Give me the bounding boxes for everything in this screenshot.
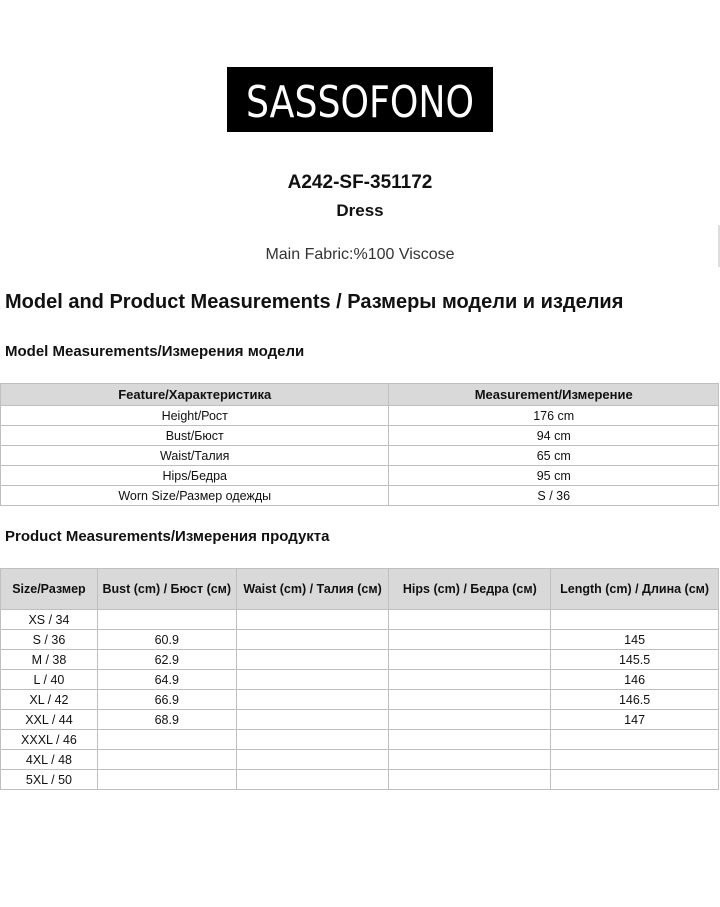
table-cell: 176 cm — [389, 406, 719, 426]
section-title: Model and Product Measurements / Размеры модели и изделия — [5, 291, 624, 313]
table-header-row — [1, 569, 719, 610]
table-cell — [236, 650, 389, 670]
table-cell: Height/Рост — [1, 406, 389, 426]
table-row — [1, 486, 719, 506]
table-cell: 64.9 — [97, 670, 236, 690]
table-cell: S / 36 — [389, 486, 719, 506]
table-cell: 60.9 — [97, 630, 236, 650]
table-cell: 146.5 — [551, 690, 719, 710]
brand-logo-wordmark — [235, 71, 485, 129]
fabric-info: Main Fabric:%100 Viscose — [265, 246, 455, 263]
table-cell: XL / 42 — [1, 690, 98, 710]
table-cell: 147 — [551, 710, 719, 730]
column-header: Size/Размер — [1, 569, 98, 610]
table-cell: Hips/Бедра — [1, 466, 389, 486]
column-header: Length (cm) / Длина (см) — [551, 569, 719, 610]
table-cell — [236, 610, 389, 630]
table-cell: M / 38 — [1, 650, 98, 670]
table-cell — [236, 670, 389, 690]
table-row — [1, 630, 719, 650]
column-header: Bust (cm) / Бюст (см) — [97, 569, 236, 610]
table-cell: XS / 34 — [1, 610, 98, 630]
table-cell: 145.5 — [551, 650, 719, 670]
table-row — [1, 406, 719, 426]
table-cell — [389, 670, 551, 690]
column-header: Hips (cm) / Бедра (см) — [389, 569, 551, 610]
table-row — [1, 650, 719, 670]
table-cell: 95 cm — [389, 466, 719, 486]
table-row — [1, 610, 719, 630]
product-code: A242-SF-351172 — [287, 172, 433, 193]
table-cell — [97, 610, 236, 630]
table-cell: 62.9 — [97, 650, 236, 670]
table-cell — [236, 710, 389, 730]
table-cell — [389, 750, 551, 770]
table-cell — [389, 730, 551, 750]
table-row — [1, 670, 719, 690]
table-cell — [389, 690, 551, 710]
table-cell: 146 — [551, 670, 719, 690]
table-row — [1, 770, 719, 790]
table-cell: 65 cm — [389, 446, 719, 466]
table-cell: Bust/Бюст — [1, 426, 389, 446]
table-cell: 5XL / 50 — [1, 770, 98, 790]
table-cell — [389, 710, 551, 730]
table-cell — [551, 750, 719, 770]
table-cell — [389, 630, 551, 650]
table-cell: 94 cm — [389, 426, 719, 446]
column-header: Waist (cm) / Талия (см) — [236, 569, 389, 610]
table-cell — [389, 650, 551, 670]
table-cell — [389, 770, 551, 790]
svg-text:SASSOFONO: SASSOFONO — [246, 76, 474, 128]
table-cell: 68.9 — [97, 710, 236, 730]
table-cell — [97, 730, 236, 750]
table-cell — [97, 750, 236, 770]
table-row — [1, 426, 719, 446]
model-measurements-table — [0, 383, 719, 506]
product-type: Dress — [336, 201, 384, 220]
column-header: Measurement/Измерение — [389, 384, 719, 406]
table-cell: Waist/Талия — [1, 446, 389, 466]
table-cell: 145 — [551, 630, 719, 650]
table-row — [1, 466, 719, 486]
table-cell — [236, 690, 389, 710]
table-cell — [551, 770, 719, 790]
model-measurements-title: Model Measurements/Измерения модели — [5, 343, 305, 360]
table-cell: Worn Size/Размер одежды — [1, 486, 389, 506]
table-header-row — [1, 384, 719, 406]
product-measurements-table — [0, 568, 719, 790]
brand-logo — [227, 67, 493, 132]
table-row — [1, 446, 719, 466]
table-cell: 4XL / 48 — [1, 750, 98, 770]
table-cell — [236, 630, 389, 650]
table-row — [1, 710, 719, 730]
table-cell: 66.9 — [97, 690, 236, 710]
table-cell: S / 36 — [1, 630, 98, 650]
table-row — [1, 690, 719, 710]
table-row — [1, 750, 719, 770]
table-cell — [236, 770, 389, 790]
table-cell — [389, 610, 551, 630]
table-cell — [97, 770, 236, 790]
table-cell — [236, 730, 389, 750]
product-measurements-title: Product Measurements/Измерения продукта — [5, 528, 330, 545]
table-cell: L / 40 — [1, 670, 98, 690]
table-cell: XXXL / 46 — [1, 730, 98, 750]
table-cell — [236, 750, 389, 770]
table-cell: XXL / 44 — [1, 710, 98, 730]
table-cell — [551, 610, 719, 630]
table-row — [1, 730, 719, 750]
table-cell — [551, 730, 719, 750]
column-header: Feature/Характеристика — [1, 384, 389, 406]
